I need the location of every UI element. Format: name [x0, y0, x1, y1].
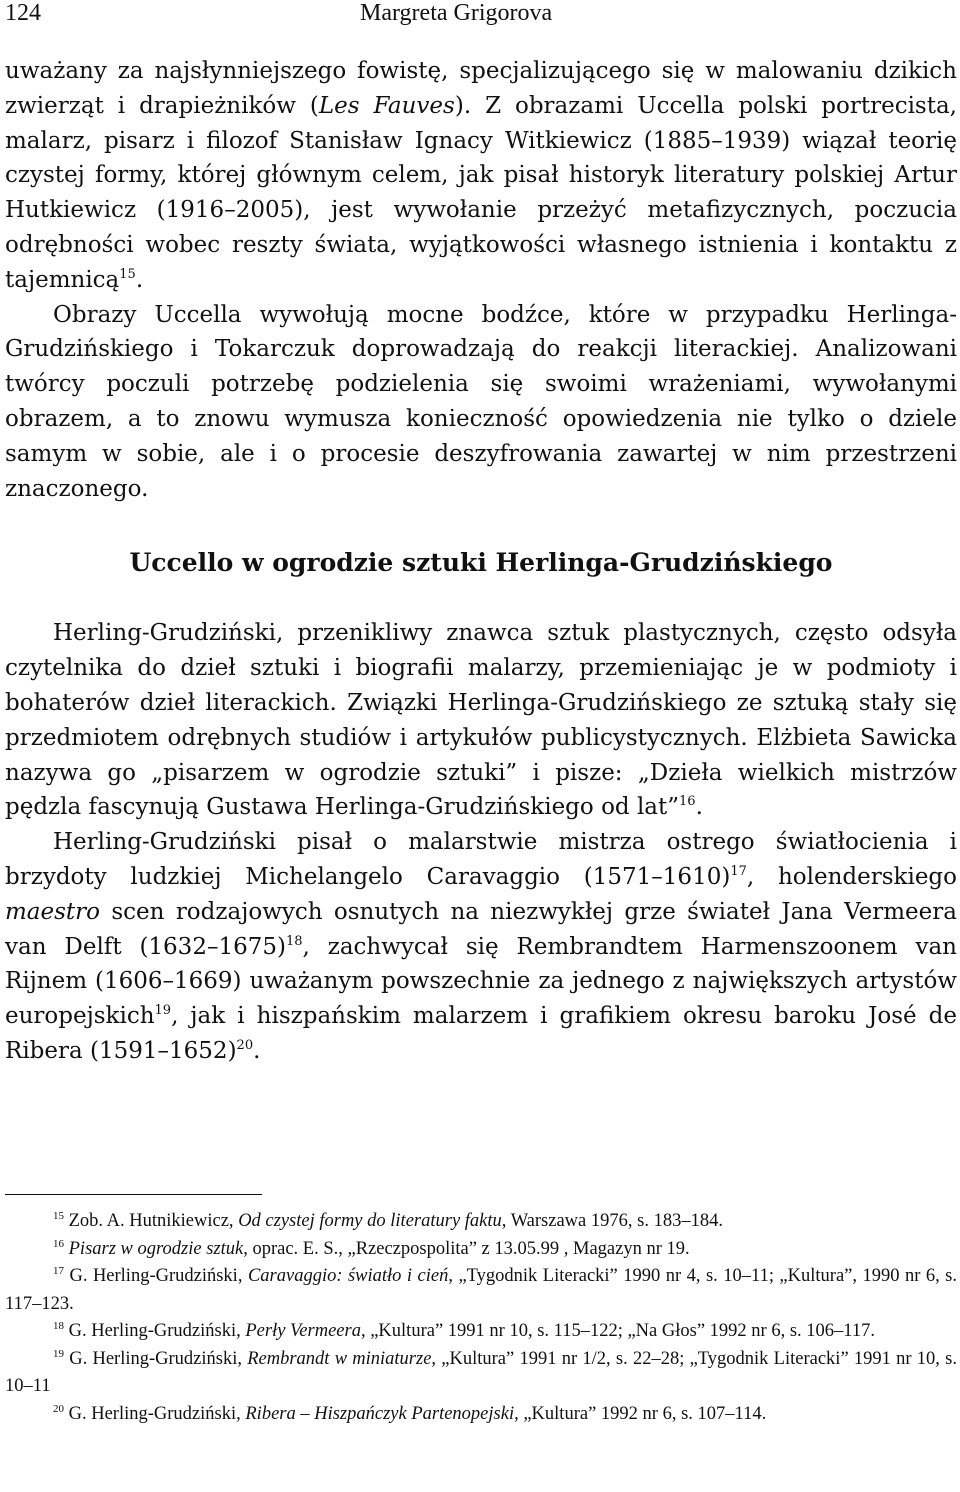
footnote-text: , oprac. E. S., „Rzeczpospolita” z 13.05.99 , Magazyn nr 19. — [243, 1238, 690, 1259]
section-heading: Uccello w ogrodzie sztuki Herlinga-Grudzińskiego — [129, 548, 833, 578]
footnote-section — [5, 1194, 957, 1428]
footnote-18 — [5, 1318, 957, 1346]
footnote-title: Caravaggio: światło i cień — [247, 1266, 449, 1286]
document-page — [5, 0, 958, 1424]
page-header — [5, 0, 957, 30]
footnote-text: G. Herling-Grudziński, — [64, 1348, 248, 1369]
footnote-20 — [5, 1401, 957, 1429]
footnote-ref-15[interactable]: 15 — [119, 266, 136, 282]
footnote-text: G. Herling-Grudziński, — [64, 1321, 246, 1341]
footnote-ref-19[interactable]: 19 — [154, 1003, 172, 1019]
paragraph-3-text-b: . — [695, 794, 703, 821]
paragraph-3-text-a: Herling-Grudziński, przenikliwy znawca sztuk plastycznych, często odsyła czytelnika do dzieł sztuki i biografii malarzy, przemieniając je w podmioty i bohaterów dzieł literackich. Związki Herlinga-Grudzińskiego ze sztuką stały się przedmiotem odrębnych studiów i artykułów publicystycznych. Elżbieta Sawicka nazywa go „pisarzem w ogrodzie sztuki” i pisze: „Dzieła wielkich mistrzów pędzla fascynują Gustawa Herlinga-Grudzińskiego od lat” — [5, 620, 957, 821]
footnote-title: Od czystej formy do literatury faktu — [238, 1211, 502, 1231]
paragraph-1-text-c: . — [135, 266, 144, 293]
footnote-title: Ribera – Hiszpańczyk Partenopejski — [245, 1403, 515, 1424]
footnote-number: 17 — [53, 1265, 64, 1277]
footnote-text: Zob. A. Hutnikiewicz, — [64, 1211, 239, 1231]
footnote-16 — [5, 1236, 957, 1264]
running-title: Margreta Grigorova — [360, 0, 553, 26]
footnote-text: , Warszawa 1976, s. 183–184. — [501, 1211, 723, 1231]
footnote-text: , „Kultura” 1991 nr 10, s. 115–122; „Na Głos” 1992 nr 6, s. 106–117. — [360, 1321, 875, 1341]
footnote-number: 16 — [53, 1237, 64, 1250]
footnote-19 — [5, 1346, 957, 1401]
footnotes-list — [5, 1208, 957, 1428]
paragraph-4 — [5, 825, 957, 1069]
footnote-text: , „Tygodnik Literacki” 1990 nr 4, s. 10–11; „Kultura”, 1990 nr 6, s. 117–123. — [5, 1266, 958, 1314]
body-text — [5, 54, 957, 1069]
footnote-17 — [5, 1263, 957, 1318]
footnote-title: Rembrandt w miniaturze — [247, 1348, 432, 1369]
footnote-ref-20[interactable]: 20 — [236, 1037, 254, 1053]
footnote-number: 18 — [53, 1320, 64, 1332]
paragraph-1-text-a: uważany za najsłynniejszego fowistę, specjalizującego się w malowaniu dzikich zwierząt i drapieżników ( — [5, 58, 957, 119]
footnote-text: G. Herling-Grudziński, — [64, 1266, 248, 1286]
paragraph-1-text-b: ). Z obrazami Uccella polski portrecista, malarz, pisarz i filozof Stanisław Ignacy Witkiewicz (1885–1939) wiązał teorię czystej formy, której głównym celem, jak pisał historyk literatury polskiej Artur Hutkiewicz (1916–2005), jest wywołanie przeżyć metafizycznych, poczucia odrębności wobec reszty świata, wyjątkowości własnego istnienia i kontaktu z tajemnicą — [5, 92, 957, 293]
footnote-15 — [5, 1208, 957, 1236]
footnote-number: 19 — [53, 1347, 64, 1360]
paragraph-4-text-b: , holenderskiego — [746, 863, 957, 890]
footnote-text: , „Kultura” 1991 nr 1/2, s. 22–28; „Tygodnik Literacki” 1991 nr 10, s. 10–11 — [5, 1348, 957, 1396]
paragraph-2: Obrazy Uccella wywołują mocne bodźce, które w przypadku Herlinga-Grudzińskiego i Tokarczuk doprowadzają do reakcji literackiej. Analizowani twórcy poczuli potrzebę podzielenia się swoimi wrażeniami, wywołanymi obrazem, a to znowu wymusza konieczność opowiedzenia nie tylko o dziele samym w sobie, ale i o procesie deszyfrowania zawartej w nim przestrzeni znaczonego. — [5, 301, 957, 502]
footnote-ref-18[interactable]: 18 — [285, 933, 303, 949]
paragraph-1 — [5, 54, 957, 298]
footnote-text: G. Herling-Grudziński, — [64, 1403, 246, 1424]
paragraph-3 — [5, 616, 957, 825]
footnote-title: Pisarz w ogrodzie sztuk — [68, 1238, 244, 1259]
footnote-number: 20 — [53, 1402, 64, 1415]
paragraph-4-text-f: . — [253, 1037, 261, 1064]
footnote-number: 15 — [53, 1210, 64, 1222]
footnote-ref-17[interactable]: 17 — [730, 863, 747, 879]
paragraph-4-text-d: , zachwycał się Rembrandtem Harmenszoonem van Rijnem (1606–1669) uważanym powszechnie za jednego z największych artystów europejskich — [5, 933, 957, 1030]
paragraph-4-text-e: , jak i hiszpańskim malarzem i grafikiem okresu baroku José de Ribera (1591–1652) — [5, 1003, 957, 1064]
paragraph-4-italic: maestro — [5, 898, 101, 925]
paragraph-1-italic: Les Fauves — [318, 92, 455, 119]
footnote-separator — [5, 1194, 262, 1195]
footnote-title: Perły Vermeera — [245, 1321, 361, 1341]
page-number: 124 — [5, 0, 41, 26]
footnote-ref-16[interactable]: 16 — [679, 794, 696, 810]
paragraph-4-text-a: Herling-Grudziński pisał o malarstwie mistrza ostrego światłocienia i brzydoty ludzkiej Michelangelo Caravaggio (1571–1610) — [5, 829, 957, 890]
footnote-text: , „Kultura” 1992 nr 6, s. 107–114. — [514, 1403, 767, 1424]
paragraph-4-text-c: scen rodzajowych osnutych na niezwykłej grze świateł Jana Vermeera van Delft (1632–1675) — [5, 898, 957, 960]
